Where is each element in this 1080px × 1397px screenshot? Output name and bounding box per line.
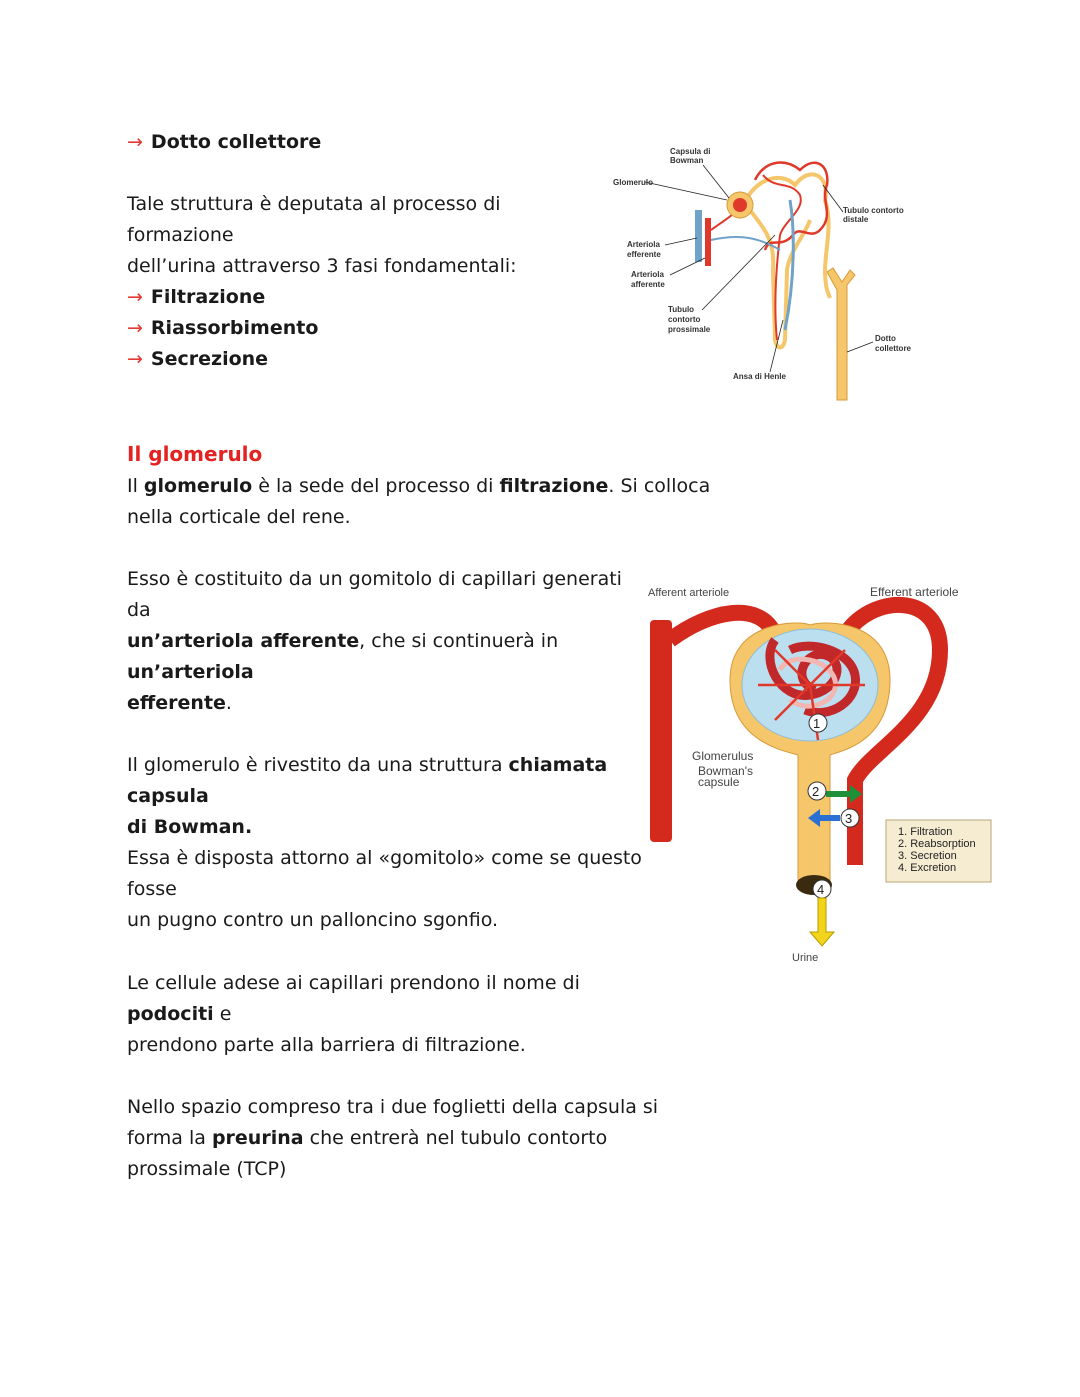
text-line: fosse	[127, 878, 177, 900]
text-line: un’arteriola afferente, che si continuerà in	[127, 630, 559, 652]
label-capsula: Capsula di	[670, 147, 711, 156]
label-arteriola-afferente-2: afferente	[631, 280, 665, 289]
text-line: Il glomerulo è la sede del processo di filtrazione. Si colloca	[127, 475, 711, 497]
text-line: di Bowman.	[127, 816, 253, 838]
text-line: Esso è costituito da un gomitolo di capillari generati	[127, 568, 622, 590]
text-line: Il glomerulo è rivestito da una struttura chiamata	[127, 754, 608, 776]
arrow-icon: →	[127, 317, 143, 339]
label-ansa-henle: Ansa di Henle	[733, 372, 786, 381]
text-line: forma la preurina che entrerà nel tubulo contorto	[127, 1127, 608, 1149]
label-dotto-1: Dotto	[875, 334, 896, 343]
vein-shape	[695, 210, 702, 262]
label-glomerulo: Glomerulo	[613, 178, 654, 187]
afferent-vessel-shape	[650, 620, 672, 842]
label-bowman: Bowman	[670, 156, 704, 165]
collecting-duct-shape	[827, 268, 855, 400]
text-line: prossimale (TCP)	[127, 1158, 287, 1180]
label-tubulo-prossimale-2: contorto	[668, 315, 701, 324]
text-line: efferente.	[127, 692, 232, 714]
label-arteriola-efferente-1: Arteriola	[627, 240, 660, 249]
arrow-icon: →	[127, 286, 143, 308]
label-arteriola-efferente-2: efferente	[627, 250, 661, 259]
step-label: 2	[812, 784, 820, 799]
glomerulus-diagram	[640, 580, 1000, 970]
text-line: dell’urina attraverso 3 fasi fondamentali:	[127, 255, 517, 277]
section-title: Il glomerulo	[127, 442, 263, 466]
step-label: 1	[813, 716, 821, 731]
label-urine: Urine	[792, 952, 819, 964]
excretion-arrow-icon	[810, 898, 834, 946]
label-afferent: Afferent arteriole	[648, 587, 730, 599]
text-line: un’arteriola	[127, 661, 254, 683]
label-efferent: Efferent arteriole	[870, 585, 959, 599]
text-line: Essa è disposta attorno al «gomitolo» come se questo	[127, 847, 642, 869]
label-dotto-2: collettore	[875, 344, 912, 353]
label-glomerulus: Glomerulus	[692, 749, 754, 763]
text-line: formazione	[127, 224, 234, 246]
phase-item: → Secrezione	[127, 348, 269, 370]
legend-item: 3. Secretion	[898, 850, 957, 862]
text-line: un pugno contro un palloncino sgonfio.	[127, 909, 499, 931]
heading-dotto-collettore: → Dotto collettore	[127, 131, 322, 153]
arrow-icon: →	[127, 131, 143, 153]
label-tubulo-prossimale-1: Tubulo	[668, 305, 695, 314]
arrow-icon: →	[127, 348, 143, 370]
peritubular-capillary-shape	[763, 175, 801, 340]
label-bowmans-2: capsule	[698, 775, 740, 789]
text-line: da	[127, 599, 151, 621]
label-tubulo-distale-2: distale	[843, 215, 869, 224]
text-line: Nello spazio compreso tra i due foglietti della capsula si	[127, 1096, 659, 1118]
text-line: Tale struttura è deputata al processo di	[127, 193, 501, 215]
legend-item: 2. Reabsorption	[898, 838, 976, 850]
text-line: capsula	[127, 785, 209, 807]
phase-item: → Filtrazione	[127, 286, 266, 308]
text-line: podociti e	[127, 1003, 232, 1025]
text-line: nella corticale del rene.	[127, 506, 351, 528]
legend-item: 1. Filtration	[898, 826, 953, 838]
step-label: 4	[817, 882, 825, 897]
legend-item: 4. Excretion	[898, 862, 957, 874]
artery-shape	[705, 218, 711, 266]
step-label: 3	[845, 811, 853, 826]
label-arteriola-afferente-1: Arteriola	[631, 270, 664, 279]
text-line: prendono parte alla barriera di filtrazione.	[127, 1034, 526, 1056]
label-bowmans-1: Bowman's	[698, 764, 753, 778]
label-tubulo-distale-1: Tubulo contorto	[843, 206, 904, 215]
text-line: Le cellule adese ai capillari prendono il nome di	[127, 972, 580, 994]
glomerulus-shape	[733, 198, 747, 212]
nephron-diagram	[605, 140, 925, 410]
phase-item: → Riassorbimento	[127, 317, 319, 339]
label-tubulo-prossimale-3: prossimale	[668, 325, 711, 334]
